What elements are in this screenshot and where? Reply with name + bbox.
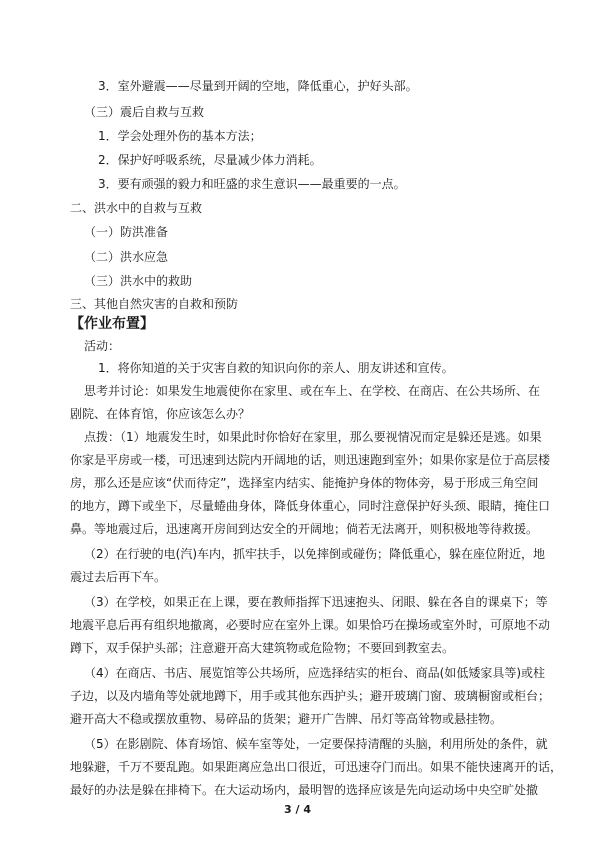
text-line: 最好的办法是躲在排椅下。在大运动场内，最明智的选择应该是先向运动场中央空旷处撤 xyxy=(70,783,539,797)
text-line: 2．保护好呼吸系统，尽量减少体力消耗。 xyxy=(98,153,322,167)
text-line: （一）防洪准备 xyxy=(84,225,169,239)
text-line: （三）洪水中的救助 xyxy=(84,274,193,288)
text-line: 1．学会处理外伤的基本方法； xyxy=(98,129,262,143)
page-number: 3 / 4 xyxy=(284,803,311,816)
text-line: 二、洪水中的自救与互救 xyxy=(70,201,203,215)
text-line: 三、其他自然灾害的自救和预防 xyxy=(70,297,239,311)
text-line: （2）在行驶的电(汽)车内，抓牢扶手，以免摔倒或碰伤；降低重心，躲在座位附近，地 xyxy=(84,547,546,561)
text-line: 震过去后再下车。 xyxy=(70,570,167,584)
text-line: 点拨：（1）地震发生时，如果此时你恰好在家里，那么要视情况而定是躲还是逃。如果 xyxy=(84,430,542,444)
text-line: 避开高大不稳或摆放重物、易碎品的货架；避开广告牌、吊灯等高耸物或悬挂物。 xyxy=(70,712,503,726)
text-line: （3）在学校，如果正在上课，要在教师指挥下迅速抱头、闭眼、躲在各自的课桌下；等 xyxy=(84,595,548,609)
text-line: 鼻。等地震过后，迅速离开房间到达安全的开阔地；倘若无法离开，则积极地等待救援。 xyxy=(70,522,539,536)
text-line: 地躲避，千万不要乱跑。如果距离应急出口很近，可迅速夺门而出。如果不能快速离开的话， xyxy=(70,760,563,774)
text-line: 你家是平房或一楼，可迅速到达院内开阔地的话，则迅速跑到室外；如果你家是位于高层楼 xyxy=(70,453,551,467)
text-line: 1．将你知道的关于灾害自救的知识向你的亲人、朋友讲述和宣传。 xyxy=(98,361,454,375)
text-line: 的地方，蹲下或坐下，尽量蜷曲身体，降低身体重心，同时注意保护好头颈、眼睛，掩住口 xyxy=(70,499,551,513)
text-line: 3．要有顽强的毅力和旺盛的求生意识——最重要的一点。 xyxy=(98,177,406,191)
text-line: 子边，以及内墙角等处就地蹲下，用手或其他东西护头；避开玻璃门窗、玻璃橱窗或柜台； xyxy=(70,689,551,703)
text-line: 3．室外避震——尽量到开阔的空地，降低重心，护好头部。 xyxy=(98,79,418,93)
text-line: 活动： xyxy=(84,339,121,353)
text-line: （4）在商店、书店、展览馆等公共场所，应选择结实的柜台、商品(如低矮家具等)或柱 xyxy=(84,666,546,680)
text-line: 思考并讨论：如果发生地震使你在家里、或在车上、在学校、在商店、在公共场所、在 xyxy=(84,384,541,398)
text-line: （二）洪水应急 xyxy=(84,250,169,264)
section-heading-homework: 【作业布置】 xyxy=(70,316,154,332)
text-line: 房，那么还是应该“伏而待定”，选择室内结实、能掩护身体的物体旁，易于形成三角空间 xyxy=(70,476,539,490)
text-line: （三）震后自救与互救 xyxy=(84,105,205,119)
text-line: 地震平息后再有组织地撤离，必要时应在室外上课。如果恰巧在操场或室外时，可原地不动 xyxy=(70,618,551,632)
text-line: （5）在影剧院、体育场馆、候车室等处，一定要保持清醒的头脑，利用所处的条件，就 xyxy=(84,737,548,751)
text-line: 剧院、在体育馆，你应该怎么办？ xyxy=(70,407,251,421)
text-line: 蹲下，双手保护头部；注意避开高大建筑物或危险物；不要回到教室去。 xyxy=(70,641,455,655)
